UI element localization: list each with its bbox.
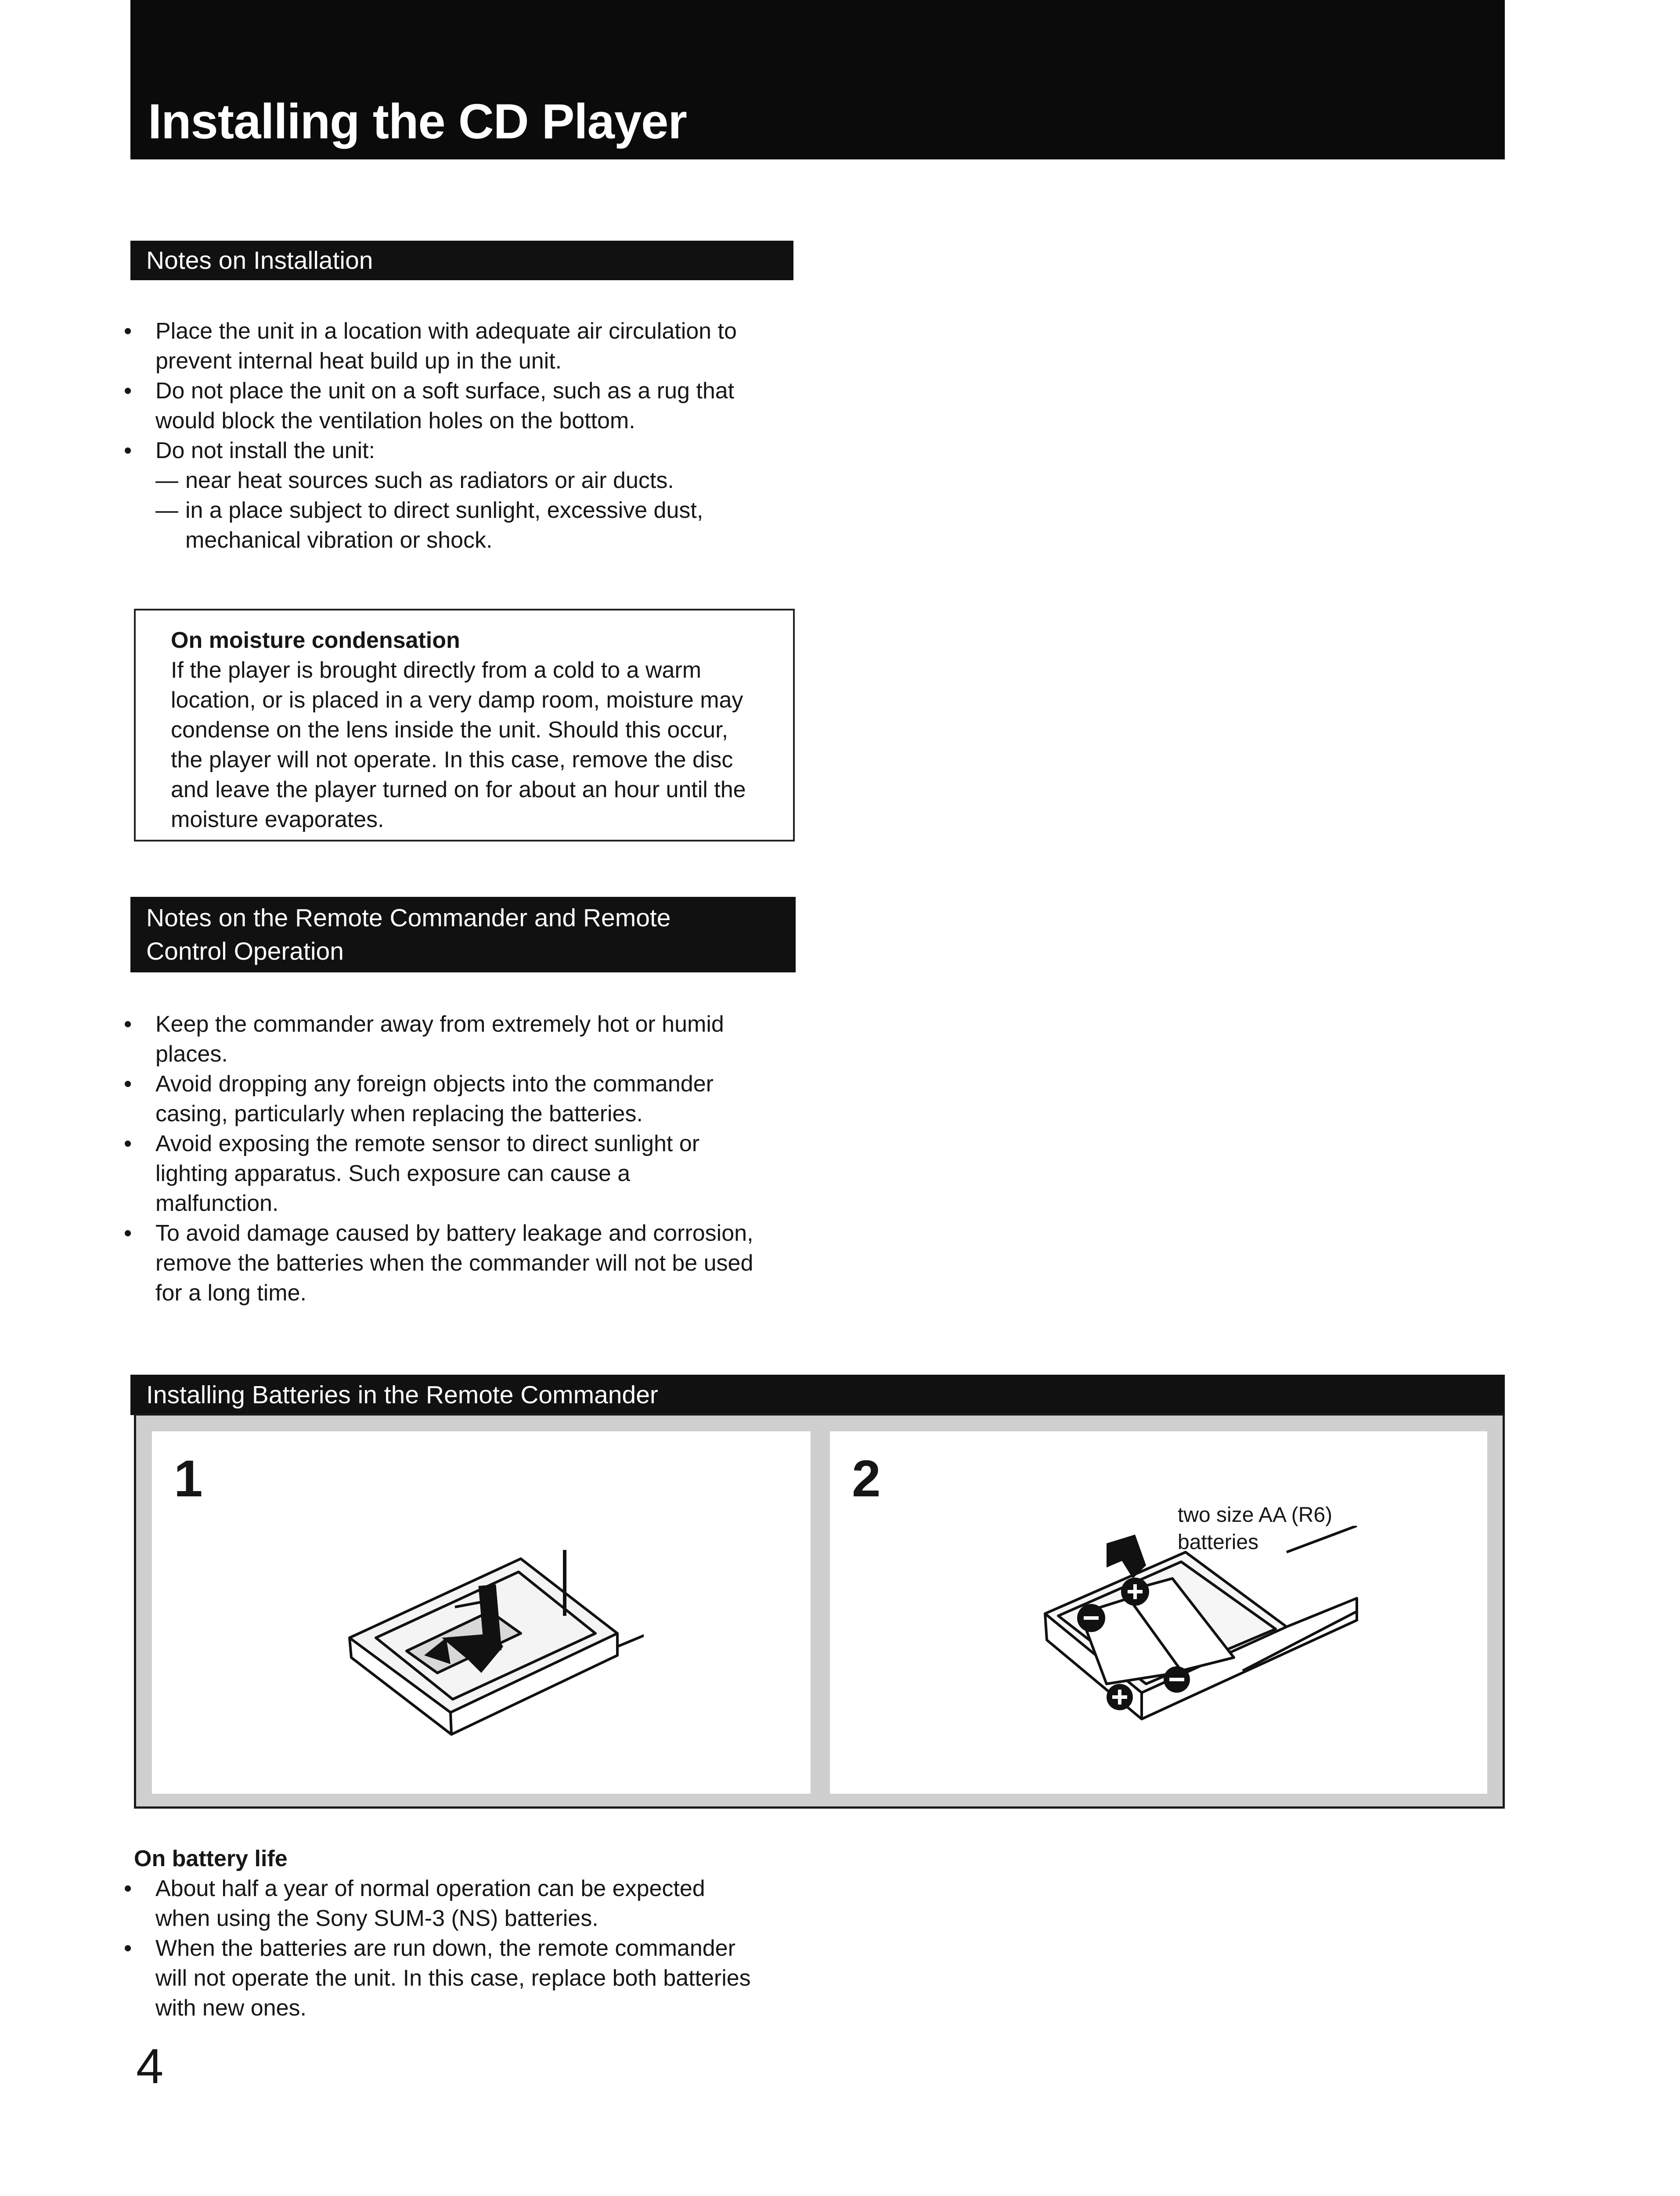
batteries-heading xyxy=(130,1375,1505,1415)
list-item xyxy=(124,1933,751,2023)
line: • Keep the commander away from extremely hot or humid xyxy=(155,1011,724,1037)
line: remove the batteries when the commander will not be used xyxy=(155,1250,753,1276)
list-item xyxy=(124,1009,753,1069)
line: will not operate the unit. In this case, replace both batteries xyxy=(155,1965,751,1991)
list-item xyxy=(124,316,737,376)
line: casing, particularly when replacing the batteries. xyxy=(155,1101,643,1127)
line: — in a place subject to direct sunlight, excessive dust, xyxy=(185,498,703,523)
line: • Avoid dropping any foreign objects into the commander xyxy=(155,1071,714,1097)
list-item xyxy=(155,466,737,495)
batteries-inserted-illustration xyxy=(1041,1526,1374,1754)
battery-life-title: On battery life xyxy=(134,1846,288,1871)
line: • About half a year of normal operation can be expected xyxy=(155,1876,705,1901)
remote-heading xyxy=(130,897,796,972)
moisture-note-box xyxy=(134,609,795,842)
page-number: 4 xyxy=(136,2039,164,2094)
list-item xyxy=(124,1218,753,1308)
line: for a long time. xyxy=(155,1280,306,1306)
line: and leave the player turned on for about an hour until the xyxy=(171,777,746,802)
battery-life-section xyxy=(134,1844,288,1874)
line: malfunction. xyxy=(155,1191,279,1216)
step-2-panel xyxy=(830,1431,1487,1794)
step-2-number: 2 xyxy=(852,1450,881,1508)
step-1-panel xyxy=(152,1431,811,1794)
line: • When the batteries are run down, the remote commander xyxy=(155,1936,735,1961)
list-item xyxy=(155,495,737,555)
list-item xyxy=(124,376,737,436)
line: If the player is brought directly from a cold to a warm xyxy=(171,657,702,683)
installation-notes-list xyxy=(124,316,737,555)
remote-cover-open-illustration xyxy=(336,1506,644,1752)
remote-heading-line: Control Operation xyxy=(146,937,344,965)
do-not-install-sublist xyxy=(155,466,737,555)
remote-heading-line: Notes on the Remote Commander and Remote xyxy=(146,904,671,932)
line: lighting apparatus. Such exposure can cause a xyxy=(155,1161,631,1186)
line: moisture evaporates. xyxy=(171,807,384,832)
line: would block the ventilation holes on the bottom. xyxy=(155,408,635,433)
line: • Avoid exposing the remote sensor to direct sunlight or xyxy=(155,1131,700,1156)
battery-life-list xyxy=(124,1874,751,2023)
list-item xyxy=(124,436,737,555)
line: • To avoid damage caused by battery leakage and corrosion, xyxy=(155,1221,753,1246)
line: mechanical vibration or shock. xyxy=(185,527,493,553)
callout-line: batteries xyxy=(1178,1531,1259,1554)
moisture-title: On moisture condensation xyxy=(171,628,460,653)
line: location, or is placed in a very damp room, moisture may xyxy=(171,687,743,713)
line: • Do not place the unit on a soft surface, such as a rug that xyxy=(155,378,735,404)
line: • Place the unit in a location with adequate air circulation to xyxy=(155,318,737,344)
line: condense on the lens inside the unit. Should this occur, xyxy=(171,717,728,743)
page-title: Installing the CD Player xyxy=(148,94,687,149)
step-1-number: 1 xyxy=(174,1450,203,1508)
line: the player will not operate. In this case, remove the disc xyxy=(171,747,733,773)
list-item xyxy=(124,1874,751,1933)
installation-heading xyxy=(130,241,793,280)
installation-heading-text: Notes on Installation xyxy=(146,246,373,274)
batteries-heading-text: Installing Batteries in the Remote Commander xyxy=(146,1381,658,1409)
callout-line: two size AA (R6) xyxy=(1178,1503,1333,1527)
list-item xyxy=(124,1069,753,1129)
title-bar xyxy=(130,0,1505,159)
line: with new ones. xyxy=(155,1995,306,2021)
line: prevent internal heat build up in the unit. xyxy=(155,348,562,374)
line: • Do not install the unit: xyxy=(155,438,375,463)
line: places. xyxy=(155,1041,228,1067)
list-item xyxy=(124,1129,753,1218)
battery-steps-panel xyxy=(134,1413,1505,1809)
line: when using the Sony SUM-3 (NS) batteries. xyxy=(155,1906,598,1931)
remote-notes-list xyxy=(124,1009,753,1308)
line: — near heat sources such as radiators or air ducts. xyxy=(185,468,674,493)
